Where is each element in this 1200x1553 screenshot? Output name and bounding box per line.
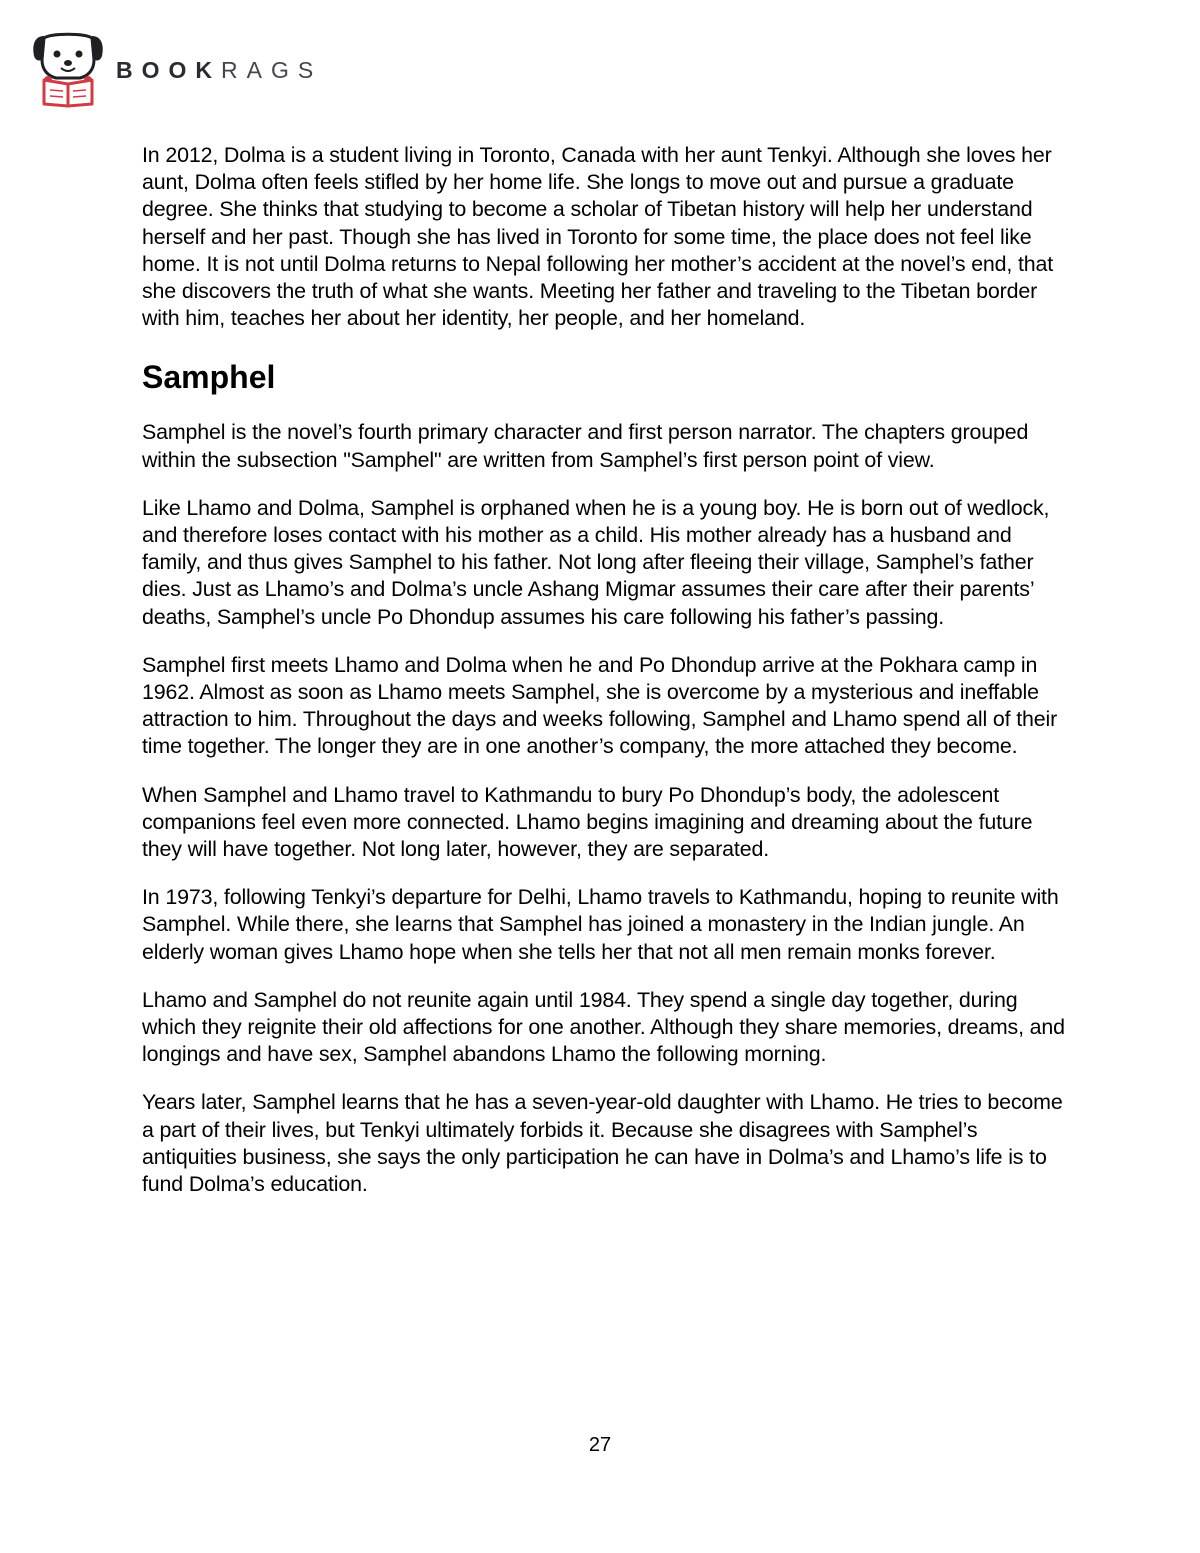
body-paragraph: In 1973, following Tenkyi’s departure for Delhi, Lhamo travels to Kathmandu, hoping to reunite with Samphel. While there, she learns that Samphel has joined a monastery in the Indian jungle. An elderly woman gives Lhamo hope when she tells her that not all men remain monks forever.	[142, 885, 1059, 964]
page-number: 27	[588, 1434, 612, 1456]
body-paragraph: Lhamo and Samphel do not reunite again until 1984. They spend a single day together, during which they reignite their old affections for one another. Although they share memories, dreams, and longings and have sex, Samphel abandons Lhamo the following morning.	[142, 987, 1065, 1067]
document-body	[142, 142, 1067, 1219]
dog-reading-book-icon	[30, 30, 106, 108]
body-paragraph: Years later, Samphel learns that he has a seven-year-old daughter with Lhamo. He tries to become a part of their lives, but Tenkyi ultimately forbids it. Because she disagrees with Samphel’s antiquities business, she says the only participation he can have in Dolma’s and Lhamo’s life is to fund Dolma’s education.	[142, 1090, 1063, 1197]
body-paragraph: Like Lhamo and Dolma, Samphel is orphaned when he is a young boy. He is born out of wedlock, and therefore loses contact with his mother as a child. His mother already has a husband and family, and thus gives Samphel to his father. Not long after fleeing their village, Samphel’s father dies. Just as Lhamo’s and Dolma’s uncle Ashang Migmar assumes their care after their parents’ deaths, Samphel’s uncle Po Dhondup assumes his care following his father’s passing.	[142, 495, 1050, 629]
site-header	[30, 30, 430, 110]
section-heading: Samphel	[142, 359, 276, 396]
intro-paragraph: In 2012, Dolma is a student living in Toronto, Canada with her aunt Tenkyi. Although she loves her aunt, Dolma often feels stifled by her home life. She longs to move out and pursue a graduate degree. She thinks that studying to become a scholar of Tibetan history will help her understand herself and her past. Though she has lived in Toronto for some time, the place does not feel like home. It is not until Dolma returns to Nepal following her mother’s accident at the novel’s end, that she discovers the truth of what she wants. Meeting her father and traveling to the Tibetan border with him, teaches her about her identity, her people, and her homeland.	[142, 143, 1054, 331]
body-paragraph: Samphel first meets Lhamo and Dolma when he and Po Dhondup arrive at the Pokhara camp in 1962. Almost as soon as Lhamo meets Samphel, she is overcome by a mysterious and ineffable attraction to him. Throughout the days and weeks following, Samphel and Lhamo spend all of their time together. The longer they are in one another’s company, the more attached they become.	[142, 652, 1058, 759]
body-paragraph: Samphel is the novel’s fourth primary character and first person narrator. The chapters grouped within the subsection "Samphel" are written from Samphel’s first person point of view.	[142, 420, 1029, 472]
brand-wordmark-light: RAGS	[221, 57, 323, 83]
brand-wordmark-bold: BOOK	[116, 57, 221, 83]
brand-wordmark	[116, 56, 322, 84]
body-paragraph: When Samphel and Lhamo travel to Kathmandu to bury Po Dhondup’s body, the adolescent companions feel even more connected. Lhamo begins imagining and dreaming about the future they will have together. Not long later, however, they are separated.	[142, 782, 1033, 862]
